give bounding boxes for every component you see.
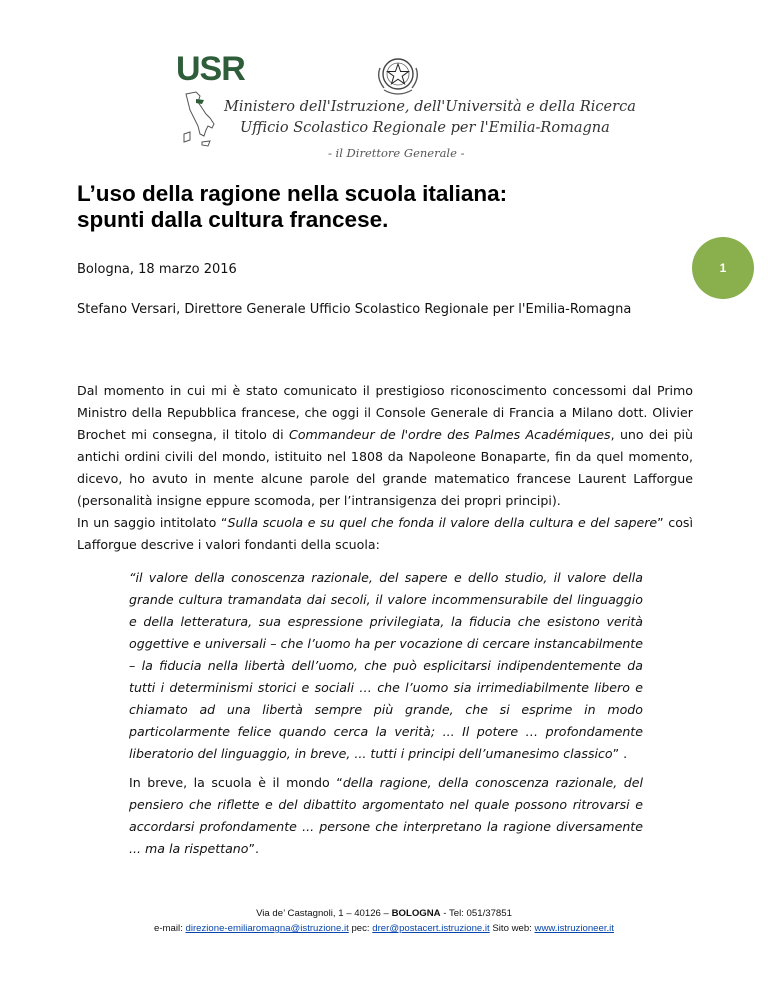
usr-logo: USR — [176, 50, 245, 88]
title-line-2: spunti dalla cultura francese. — [77, 207, 389, 232]
author-line: Stefano Versari, Direttore Generale Ufficio Scolastico Regionale per l'Emilia-Romagna — [77, 302, 632, 317]
letterhead — [176, 44, 636, 168]
date-line: Bologna, 18 marzo 2016 — [77, 262, 237, 277]
email-link[interactable]: direzione-emiliaromagna@istruzione.it — [185, 923, 349, 934]
ministry-name: Ministero dell'Istruzione, dell'Università e della Ricerca — [224, 99, 636, 115]
office-name: Ufficio Scolastico Regionale per l'Emilia-Romagna — [240, 120, 610, 136]
footer-contacts: e-mail: direzione-emiliaromagna@istruzione.it pec: drer@postacert.istruzione.it Sito web: www.istruzioneer.it — [154, 923, 614, 934]
website-link[interactable]: www.istruzioneer.it — [534, 923, 614, 934]
page-number-badge: 1 — [692, 237, 754, 299]
italy-map-icon — [180, 90, 220, 150]
republic-emblem-icon — [374, 52, 422, 98]
pec-link[interactable]: drer@postacert.istruzione.it — [372, 923, 490, 934]
title-line-1: L’uso della ragione nella scuola italiana: — [77, 181, 508, 206]
lafforgue-quote: “il valore della conoscenza razionale, del sapere e dello studio, il valore della grande cultura tramandata dai secoli, il valore incommensurabile del linguaggio e della letteratura, sua espressione privilegiata, la fiducia che esistono verità oggettive e universali – che l’uomo ha per vocazione di cercare instancabilmente – la fiducia nella libertà dell’uomo, che può esplicitarsi indipendentemente da tutti i determinismi storici e sociali … che l’uomo sia irrimediabilmente libero e chiamato ad una libertà sempre più grande, che si esprime in modo particolarmente felice quando cerca la verità; ... Il potere … profondamente liberatorio del linguaggio, in breve, ... tutti i principi dell’umanesimo classico” . — [129, 570, 643, 761]
director-label: - il Direttore Generale - — [328, 146, 465, 160]
paragraph-1: Dal momento in cui mi è stato comunicato il prestigioso riconoscimento concessomi dal Primo Ministro della Repubblica francese, che oggi il Console Generale di Francia a Milano dott. Olivier Brochet mi consegna, il titolo di Commandeur de l'ordre des Palmes Académiques, uno dei più antichi ordini civili del mondo, istituito nel 1808 da Napoleone Bonaparte, fin da quel momento, dicevo, ho avuto in mente alcune parole del grande matematico francese Laurent Lafforgue (personalità insigne eppure scomoda, per l’intransigenza dei propri principi). — [77, 383, 694, 508]
paragraph-3: In breve, la scuola è il mondo “della ragione, della conoscenza razionale, del pensiero che riflette e del dibattito argomentato nel quale possono ritrovarsi e accordarsi profondamente ... persone che interpretano la ragione diversamente ... ma la rispettano”. — [129, 775, 643, 856]
document-title — [77, 181, 507, 233]
paragraph-2: In un saggio intitolato “Sulla scuola e su quel che fonda il valore della cultura e del sapere” così Lafforgue descrive i valori fondanti della scuola: — [77, 515, 693, 552]
footer-address: Via de’ Castagnoli, 1 – 40126 – BOLOGNA - Tel: 051/37851 — [256, 908, 512, 919]
